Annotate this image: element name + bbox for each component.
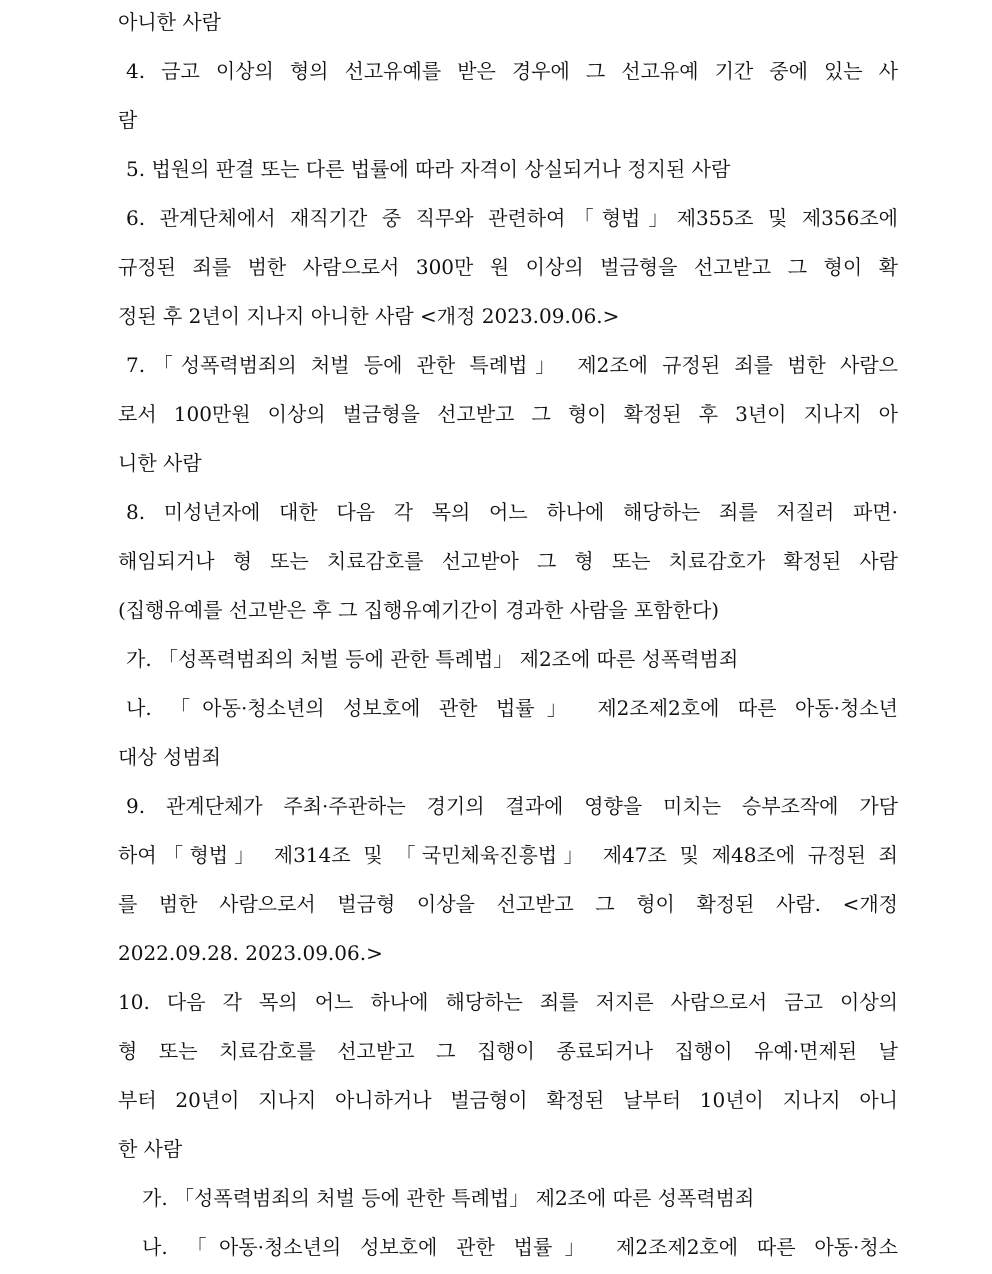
text-line: 10. 다음 각 목의 어느 하나에 해당하는 죄를 저지른 사람으로서 금고 이상의 bbox=[118, 990, 898, 1014]
text-line: 가. 「성폭력범죄의 처벌 등에 관한 특례법」 제2조에 따른 성폭력범죄 bbox=[142, 1186, 755, 1210]
text-line: 한 사람 bbox=[118, 1137, 183, 1161]
text-line: 나. 「아동·청소년의 성보호에 관한 법률」 제2조제2호에 따른 아동·청소년 bbox=[126, 696, 898, 720]
text-line: (집행유예를 선고받은 후 그 집행유예기간이 경과한 사람을 포함한다) bbox=[118, 598, 720, 622]
text-line: 형 또는 치료감호를 선고받고 그 집행이 종료되거나 집행이 유예·면제된 날 bbox=[118, 1039, 898, 1063]
text-line: 부터 20년이 지나지 아니하거나 벌금형이 확정된 날부터 10년이 지나지 아니 bbox=[118, 1088, 898, 1112]
text-line: 9. 관계단체가 주최·주관하는 경기의 결과에 영향을 미치는 승부조작에 가담 bbox=[126, 794, 898, 818]
text-line: 아니한 사람 bbox=[118, 10, 221, 34]
text-line: 대상 성범죄 bbox=[118, 745, 221, 769]
text-line: 2022.09.28. 2023.09.06.> bbox=[118, 941, 383, 965]
text-line: 람 bbox=[118, 108, 138, 132]
text-line: 나. 「아동·청소년의 성보호에 관한 법률」 제2조제2호에 따른 아동·청소 bbox=[142, 1235, 898, 1259]
text-line: 4. 금고 이상의 형의 선고유예를 받은 경우에 그 선고유예 기간 중에 있는 사 bbox=[126, 59, 898, 83]
text-line: 를 범한 사람으로서 벌금형 이상을 선고받고 그 형이 확정된 사람. <개정 bbox=[118, 892, 898, 916]
text-line: 6. 관계단체에서 재직기간 중 직무와 관련하여「형법」제355조 및 제356조에 bbox=[126, 206, 898, 230]
text-line: 니한 사람 bbox=[118, 451, 202, 475]
text-line: 가. 「성폭력범죄의 처벌 등에 관한 특례법」 제2조에 따른 성폭력범죄 bbox=[126, 647, 739, 671]
text-line: 정된 후 2년이 지나지 아니한 사람 <개정 2023.09.06.> bbox=[118, 304, 620, 328]
text-line: 규정된 죄를 범한 사람으로서 300만 원 이상의 벌금형을 선고받고 그 형이 확 bbox=[118, 255, 898, 279]
text-line: 하여「형법」 제314조 및 「국민체육진흥법」 제47조 및 제48조에 규정된 죄 bbox=[118, 843, 898, 867]
text-line: 7.「성폭력범죄의 처벌 등에 관한 특례법」 제2조에 규정된 죄를 범한 사람으 bbox=[126, 353, 898, 377]
text-line: 5. 법원의 판결 또는 다른 법률에 따라 자격이 상실되거나 정지된 사람 bbox=[126, 157, 731, 181]
text-line: 해임되거나 형 또는 치료감호를 선고받아 그 형 또는 치료감호가 확정된 사람 bbox=[118, 549, 898, 573]
text-line: 로서 100만원 이상의 벌금형을 선고받고 그 형이 확정된 후 3년이 지나지 아 bbox=[118, 402, 898, 426]
text-line: 8. 미성년자에 대한 다음 각 목의 어느 하나에 해당하는 죄를 저질러 파면· bbox=[126, 500, 898, 524]
document-body bbox=[118, 0, 898, 1274]
